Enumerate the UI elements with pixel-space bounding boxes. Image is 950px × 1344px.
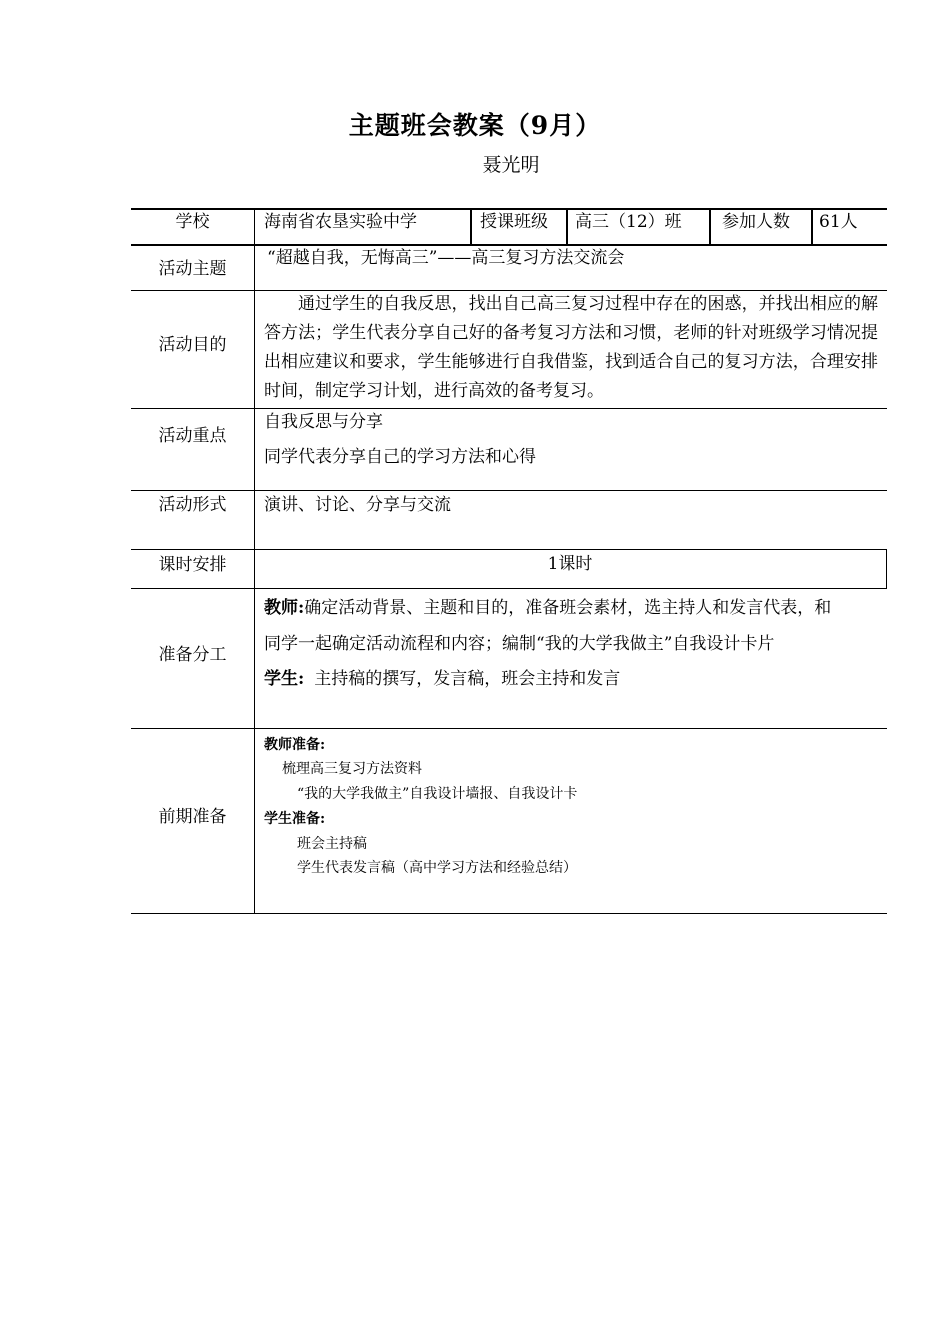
division-teacher-line-1 xyxy=(264,593,831,618)
focus-line-1: 自我反思与分享 xyxy=(264,412,383,432)
student-prep-item: 班会主持稿 xyxy=(297,836,367,852)
table-bottom-border xyxy=(131,913,887,914)
focus-line-2: 同学代表分享自己的学习方法和心得 xyxy=(264,447,536,467)
focus-label: 活动重点 xyxy=(158,426,227,446)
participants-label: 参加人数 xyxy=(722,212,790,232)
form-value: 演讲、讨论、分享与交流 xyxy=(264,495,451,515)
division-teacher-line-2: 同学一起确定活动流程和内容；编制“我的大学我做主”自我设计卡片 xyxy=(264,634,775,654)
schedule-label: 课时安排 xyxy=(158,555,227,575)
page-title: 主题班会教案（9月） xyxy=(348,111,602,140)
teacher-duties-text: 确定活动背景、主题和目的，准备班会素材，选主持人和发言代表，和 xyxy=(304,598,832,618)
row-divider xyxy=(131,549,887,550)
schedule-value: 1课时 xyxy=(547,554,593,574)
row-divider xyxy=(131,408,887,409)
schedule-cell-right-border xyxy=(886,549,887,588)
author-name: 聂光明 xyxy=(482,154,540,176)
form-label: 活动形式 xyxy=(158,495,227,515)
student-prep-heading: 学生准备: xyxy=(264,811,326,827)
preparation-label: 前期准备 xyxy=(158,807,227,827)
teacher-prep-item: 梳理高三复习方法资料 xyxy=(282,761,422,777)
purpose-text: 通过学生的自我反思，找出自己高三复习过程中存在的困惑，并找出相应的解答方法；学生代表分享自己好的备考复习方法和习惯，老师的针对班级学习情况提出相应建议和要求，学生能够进行自我借鉴，找到适合自己的复习方法，合理安排时间，制定学习计划，进行高效的备考复习。 xyxy=(264,294,878,401)
column-divider xyxy=(470,208,472,244)
student-role-label: 学生: xyxy=(264,669,305,689)
row-divider xyxy=(131,490,887,491)
teacher-role-label: 教师: xyxy=(264,598,305,618)
teacher-prep-item: “我的大学我做主”自我设计墙报、自我设计卡 xyxy=(297,786,578,802)
participants-value: 61人 xyxy=(819,212,858,232)
column-divider xyxy=(566,208,568,244)
school-value: 海南省农垦实验中学 xyxy=(264,212,417,232)
teacher-prep-heading: 教师准备: xyxy=(264,737,326,753)
division-label: 准备分工 xyxy=(158,645,227,665)
division-student-line xyxy=(264,664,620,689)
student-prep-item: 学生代表发言稿（高中学习方法和经验总结） xyxy=(297,860,577,876)
class-label: 授课班级 xyxy=(480,212,548,232)
column-divider xyxy=(709,208,711,244)
student-duties-text: 主持稿的撰写，发言稿，班会主持和发言 xyxy=(314,669,621,689)
column-divider xyxy=(811,208,813,244)
class-value: 高三（12）班 xyxy=(575,212,682,232)
row-divider xyxy=(131,588,887,589)
theme-label: 活动主题 xyxy=(158,259,227,279)
purpose-label: 活动目的 xyxy=(158,335,227,355)
row-divider xyxy=(131,728,887,729)
theme-value: “超越自我，无悔高三”——高三复习方法交流会 xyxy=(267,248,625,268)
school-label: 学校 xyxy=(175,212,210,232)
